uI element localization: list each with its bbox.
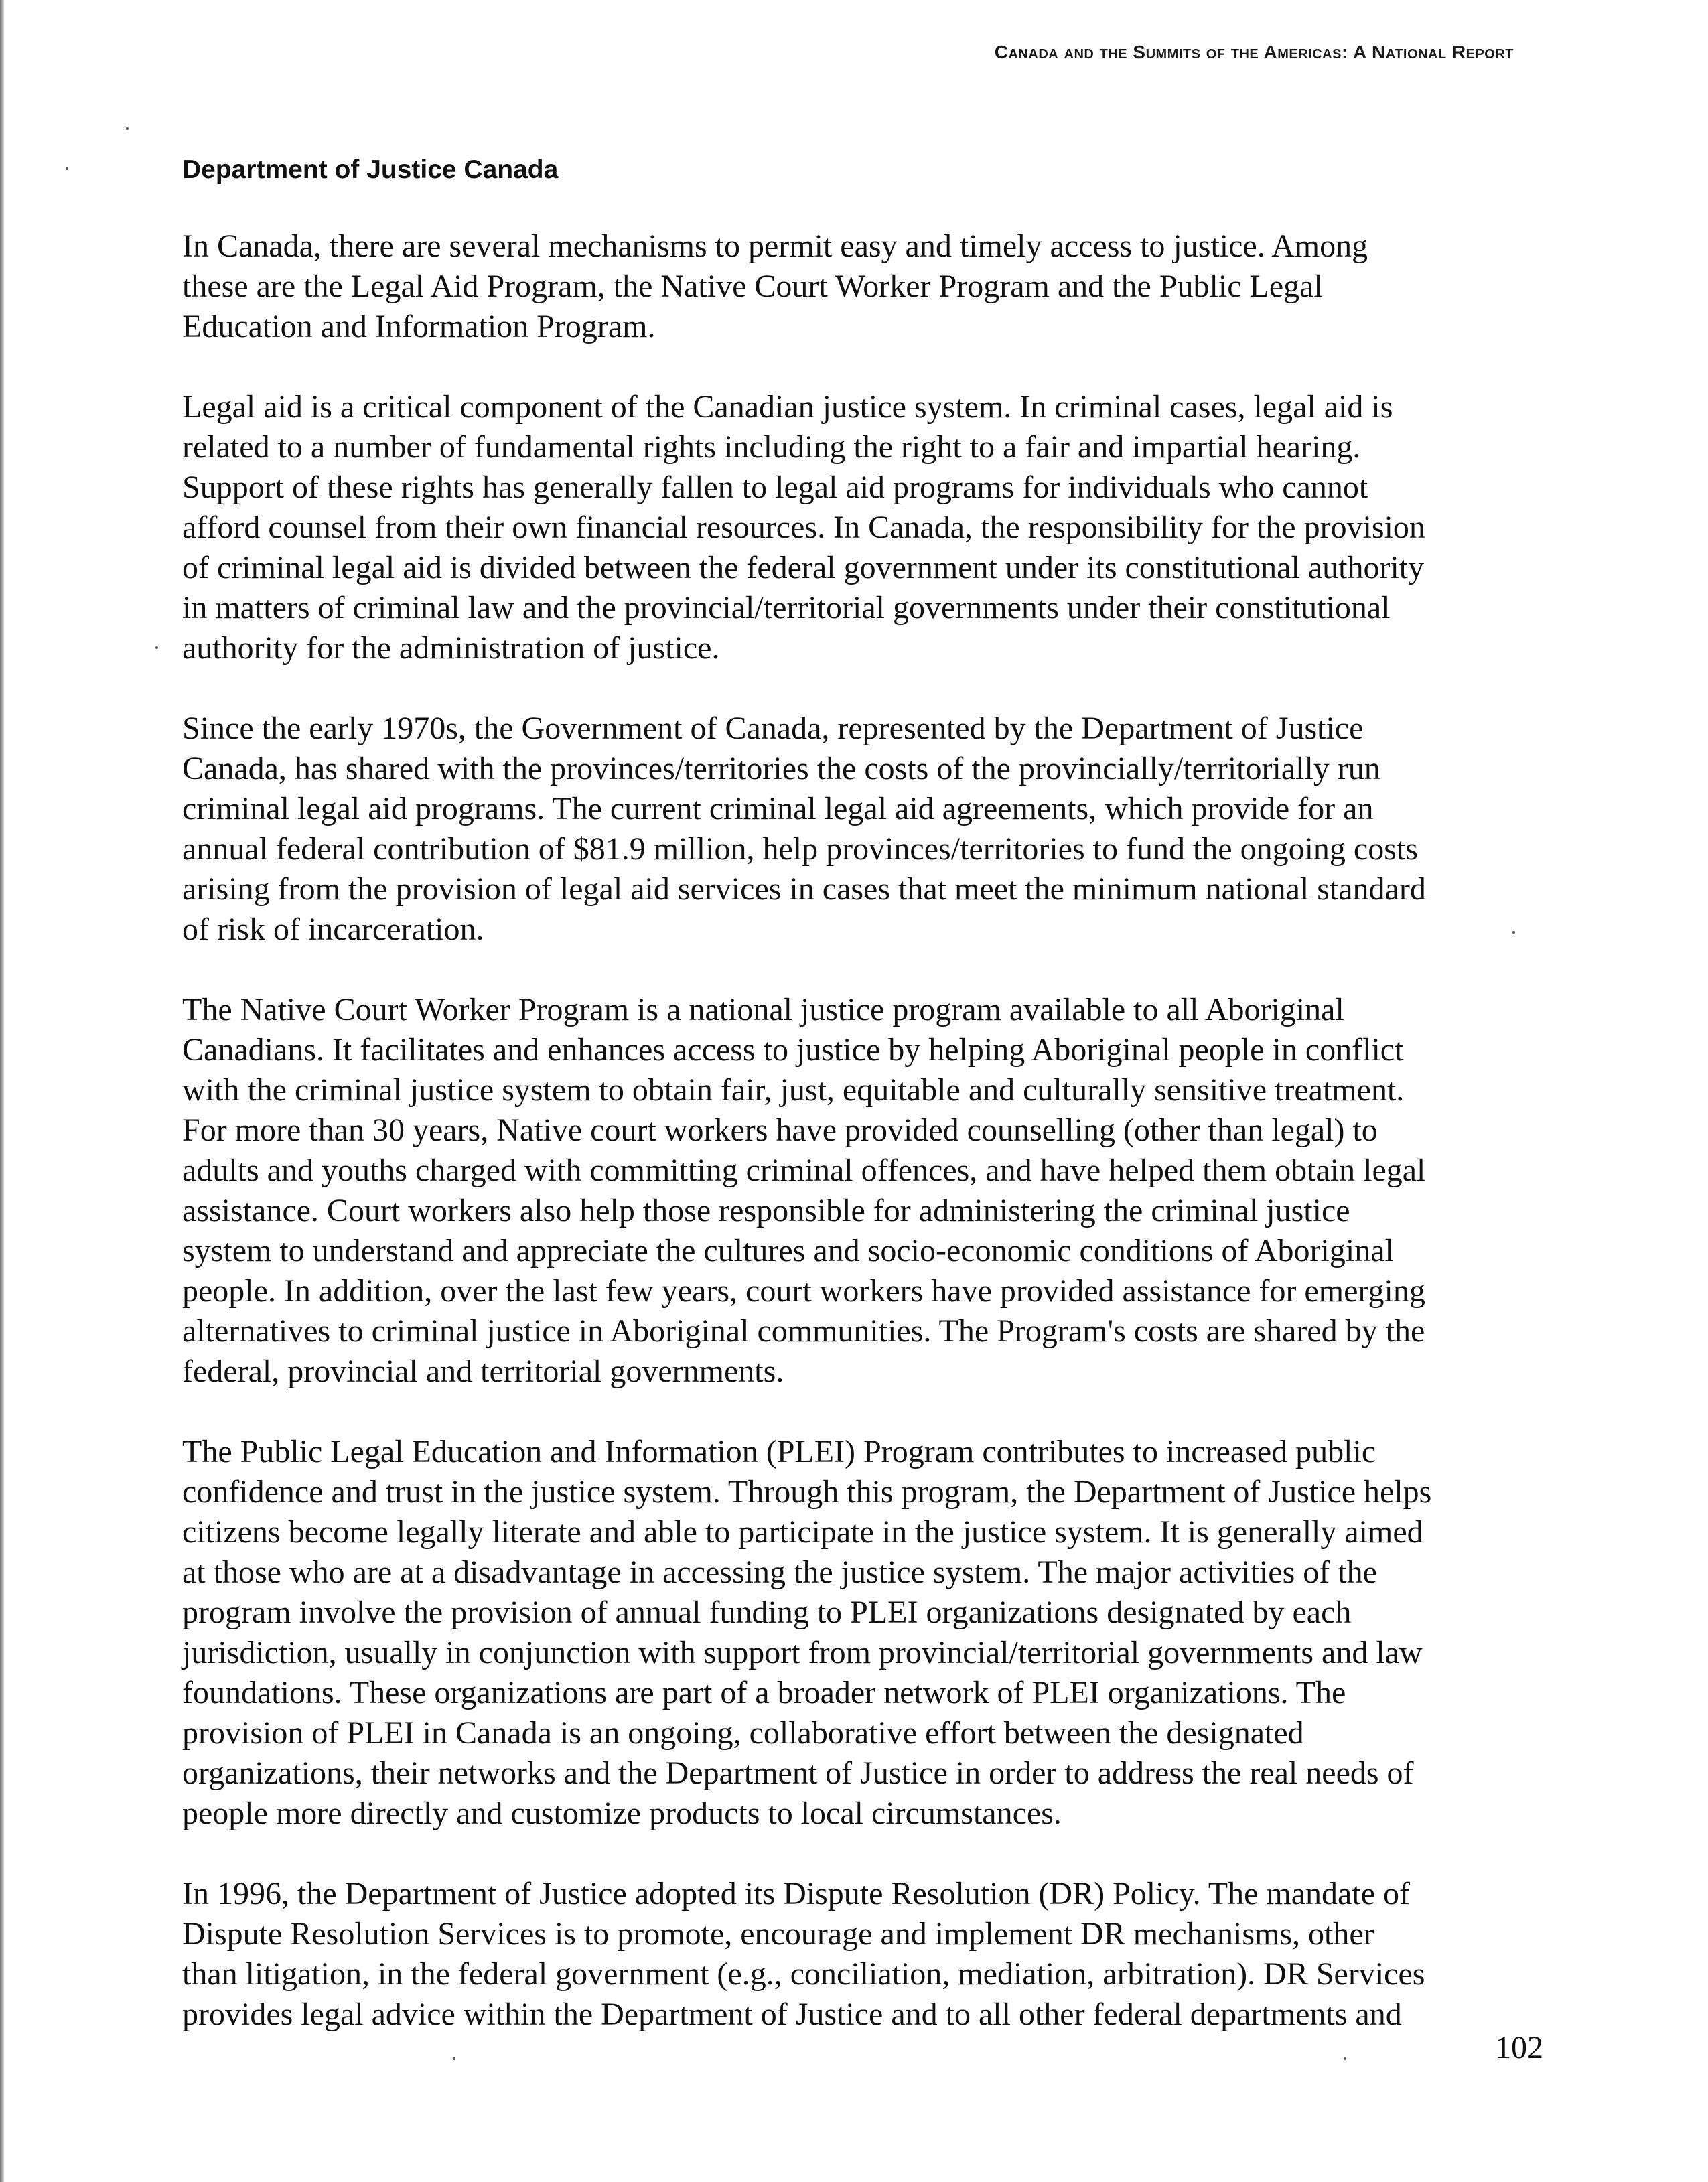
text-line: For more than 30 years, Native court workers have provided counselling (other than legal) to xyxy=(182,1112,1378,1148)
section-heading: Department of Justice Canada xyxy=(182,155,559,184)
text-line: Support of these rights has generally fallen to legal aid programs for individuals who cannot xyxy=(182,469,1368,505)
paragraph-cost-sharing xyxy=(182,709,1528,950)
text-line: confidence and trust in the justice system. Through this program, the Department of Justice helps xyxy=(182,1474,1432,1510)
text-line: these are the Legal Aid Program, the Native Court Worker Program and the Public Legal xyxy=(182,269,1323,304)
scan-edge xyxy=(0,0,4,2182)
paragraph-access-to-justice xyxy=(182,226,1528,347)
running-header: Canada and the Summits of the Americas: A National Report xyxy=(994,42,1514,62)
text-line: foundations. These organizations are part of a broader network of PLEI organizations. The xyxy=(182,1675,1346,1711)
text-line: Legal aid is a critical component of the Canadian justice system. In criminal cases, legal aid is xyxy=(182,389,1393,425)
paragraph-native-court-worker xyxy=(182,990,1528,1392)
text-line: related to a number of fundamental rights including the right to a fair and impartial hearing. xyxy=(182,429,1361,465)
scan-speck xyxy=(155,646,158,649)
text-line: assistance. Court workers also help those responsible for administering the criminal justice xyxy=(182,1193,1350,1228)
text-line: with the criminal justice system to obtain fair, just, equitable and culturally sensitive treatment. xyxy=(182,1072,1405,1108)
text-line: adults and youths charged with committing criminal offences, and have helped them obtain legal xyxy=(182,1153,1426,1188)
text-line: provision of PLEI in Canada is an ongoing, collaborative effort between the designated xyxy=(182,1715,1304,1751)
text-line: jurisdiction, usually in conjunction with support from provincial/territorial governments and law xyxy=(182,1635,1423,1670)
text-line: Dispute Resolution Services is to promote, encourage and implement DR mechanisms, other xyxy=(182,1916,1374,1952)
text-line: Canada, has shared with the provinces/territories the costs of the provincially/territorially run xyxy=(182,751,1380,786)
text-line: Canadians. It facilitates and enhances access to justice by helping Aboriginal people in conflict xyxy=(182,1032,1404,1068)
scan-speck xyxy=(66,167,68,170)
text-line: The Native Court Worker Program is a national justice program available to all Aboriginal xyxy=(182,992,1344,1027)
text-line: organizations, their networks and the Department of Justice in order to address the real needs of xyxy=(182,1755,1414,1791)
scan-speck xyxy=(126,127,129,130)
text-line: authority for the administration of justice. xyxy=(182,630,720,666)
text-line: Since the early 1970s, the Government of Canada, represented by the Department of Justice xyxy=(182,711,1364,746)
text-line: The Public Legal Education and Information (PLEI) Program contributes to increased public xyxy=(182,1434,1376,1469)
text-line: In 1996, the Department of Justice adopted its Dispute Resolution (DR) Policy. The mandate of xyxy=(182,1876,1410,1911)
text-line: afford counsel from their own financial resources. In Canada, the responsibility for the provision xyxy=(182,510,1425,545)
paragraph-legal-aid xyxy=(182,387,1528,668)
text-line: of criminal legal aid is divided between the federal government under its constitutional authority xyxy=(182,550,1425,585)
text-line: of risk of incarceration. xyxy=(182,912,484,947)
text-line: in matters of criminal law and the provincial/territorial governments under their constitutional xyxy=(182,590,1391,626)
text-line: criminal legal aid programs. The current criminal legal aid agreements, which provide for an xyxy=(182,791,1374,826)
page-number: 102 xyxy=(1495,2030,1543,2065)
body-text xyxy=(182,226,1528,2075)
scan-speck xyxy=(1512,931,1515,934)
text-line: annual federal contribution of $81.9 million, help provinces/territories to fund the ongoing costs xyxy=(182,831,1418,867)
scan-speck xyxy=(1344,2057,1346,2060)
text-line: people. In addition, over the last few years, court workers have provided assistance for emerging xyxy=(182,1273,1425,1309)
text-line: than litigation, in the federal government (e.g., conciliation, mediation, arbitration). DR Services xyxy=(182,1956,1425,1992)
text-line: In Canada, there are several mechanisms to permit easy and timely access to justice. Among xyxy=(182,228,1368,264)
text-line: provides legal advice within the Department of Justice and to all other federal departments and xyxy=(182,1996,1402,2032)
paragraph-plei-program xyxy=(182,1432,1528,1834)
text-line: system to understand and appreciate the cultures and socio-economic conditions of Aboriginal xyxy=(182,1233,1394,1268)
text-line: arising from the provision of legal aid services in cases that meet the minimum national standard xyxy=(182,871,1426,907)
text-line: alternatives to criminal justice in Aboriginal communities. The Program's costs are shared by the xyxy=(182,1313,1425,1349)
paragraph-dispute-resolution xyxy=(182,1874,1528,2035)
text-line: Education and Information Program. xyxy=(182,309,656,344)
text-line: at those who are at a disadvantage in accessing the justice system. The major activities of the xyxy=(182,1554,1377,1590)
text-line: people more directly and customize products to local circumstances. xyxy=(182,1796,1062,1831)
text-line: federal, provincial and territorial governments. xyxy=(182,1354,784,1389)
text-line: citizens become legally literate and able to participate in the justice system. It is generally aimed xyxy=(182,1514,1423,1550)
text-line: program involve the provision of annual funding to PLEI organizations designated by each xyxy=(182,1595,1352,1630)
scan-speck xyxy=(453,2057,455,2060)
